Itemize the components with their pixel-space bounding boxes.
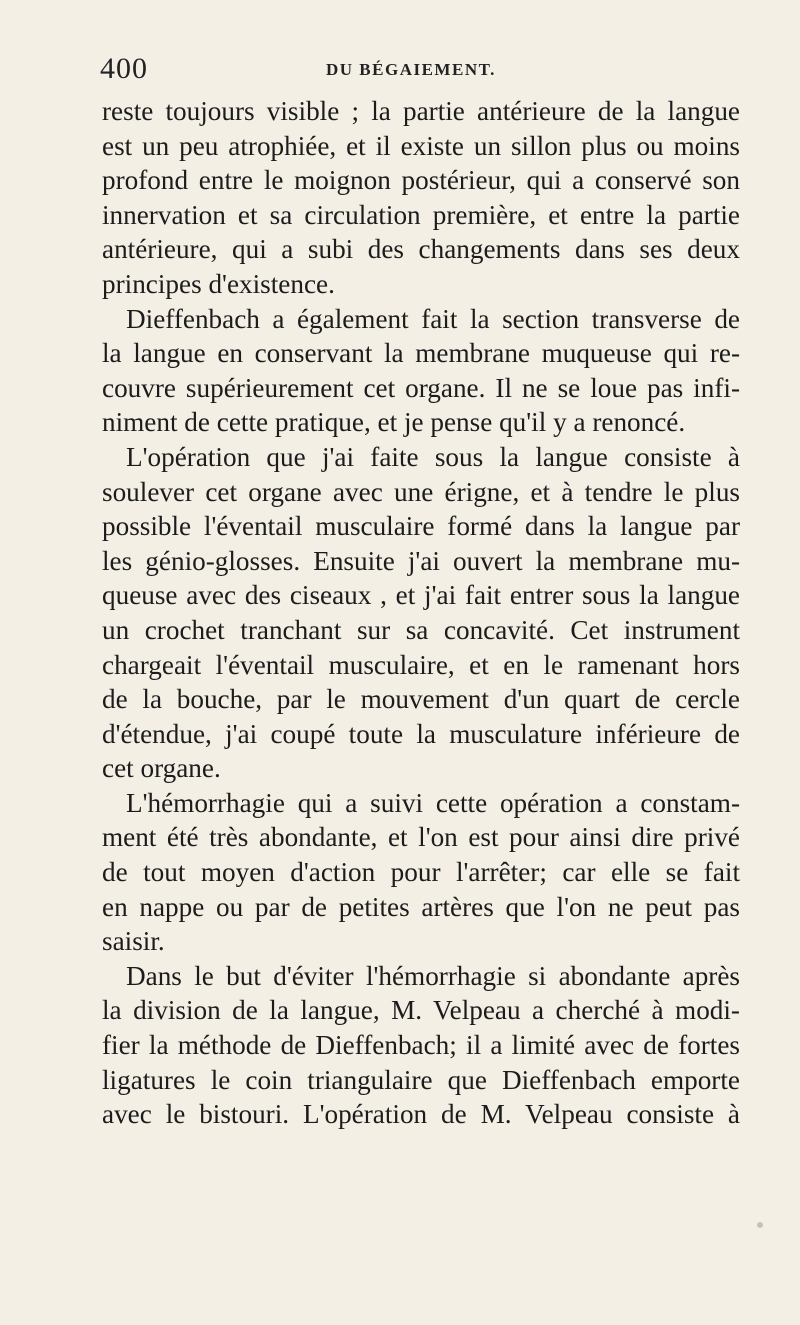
body-text — [102, 94, 740, 1132]
text-line: les génio-glosses. Ensuite j'ai ouvert la membrane mu- — [102, 545, 740, 576]
text-line: en nappe ou par de petites artères que l'on ne peut pas — [102, 891, 740, 922]
running-head: DU BÉGAIEMENT. — [326, 60, 496, 79]
text-line: cet organe. — [102, 753, 221, 784]
text-line: soulever cet organe avec une érigne, et à tendre le plus — [102, 476, 740, 507]
text-line: possible l'éventail musculaire formé dans la langue par — [102, 511, 740, 542]
page-number: 400 — [100, 52, 148, 85]
paper-speck — [757, 1222, 763, 1228]
text-line: couvre supérieurement cet organe. Il ne se loue pas infi- — [102, 372, 740, 403]
text-line: L'opération que j'ai faite sous la langue consiste à — [126, 441, 740, 472]
text-line: principes d'existence. — [102, 268, 335, 299]
text-line: L'hémorrhagie qui a suivi cette opération a constam- — [126, 787, 740, 818]
text-line: la langue en conservant la membrane muqueuse qui re- — [102, 338, 740, 369]
text-line: Dans le but d'éviter l'hémorrhagie si abondante après — [126, 960, 740, 991]
text-line: la division de la langue, M. Velpeau a cherché à modi- — [102, 995, 740, 1026]
text-line: niment de cette pratique, et je pense qu'il y a renoncé. — [102, 407, 686, 438]
text-line: antérieure, qui a subi des changements dans ses deux — [102, 234, 740, 265]
text-line: Dieffenbach a également fait la section transverse de — [126, 303, 740, 334]
text-line: un crochet tranchant sur sa concavité. Cet instrument — [102, 614, 740, 645]
page-header — [100, 52, 740, 92]
text-line: d'étendue, j'ai coupé toute la musculature inférieure de — [102, 718, 740, 749]
text-line: queuse avec des ciseaux , et j'ai fait entrer sous la langue — [102, 580, 740, 611]
text-line: chargeait l'éventail musculaire, et en le ramenant hors — [102, 649, 740, 680]
text-line: saisir. — [102, 926, 165, 957]
text-line: de tout moyen d'action pour l'arrêter; car elle se fait — [102, 857, 740, 888]
text-line: de la bouche, par le mouvement d'un quart de cercle — [102, 684, 740, 715]
text-line: fier la méthode de Dieffenbach; il a limité avec de fortes — [102, 1030, 740, 1061]
text-line: reste toujours visible ; la partie antérieure de la langue — [102, 96, 740, 126]
text-line: ment été très abondante, et l'on est pour ainsi dire privé — [102, 822, 740, 853]
text-line: ligatures le coin triangulaire que Dieffenbach emporte — [102, 1064, 740, 1095]
text-line: est un peu atrophiée, et il existe un sillon plus ou moins — [102, 130, 740, 161]
text-line: profond entre le moignon postérieur, qui a conservé son — [102, 165, 740, 196]
text-line: avec le bistouri. L'opération de M. Velpeau consiste à — [102, 1099, 740, 1130]
text-line: innervation et sa circulation première, et entre la partie — [102, 199, 740, 230]
